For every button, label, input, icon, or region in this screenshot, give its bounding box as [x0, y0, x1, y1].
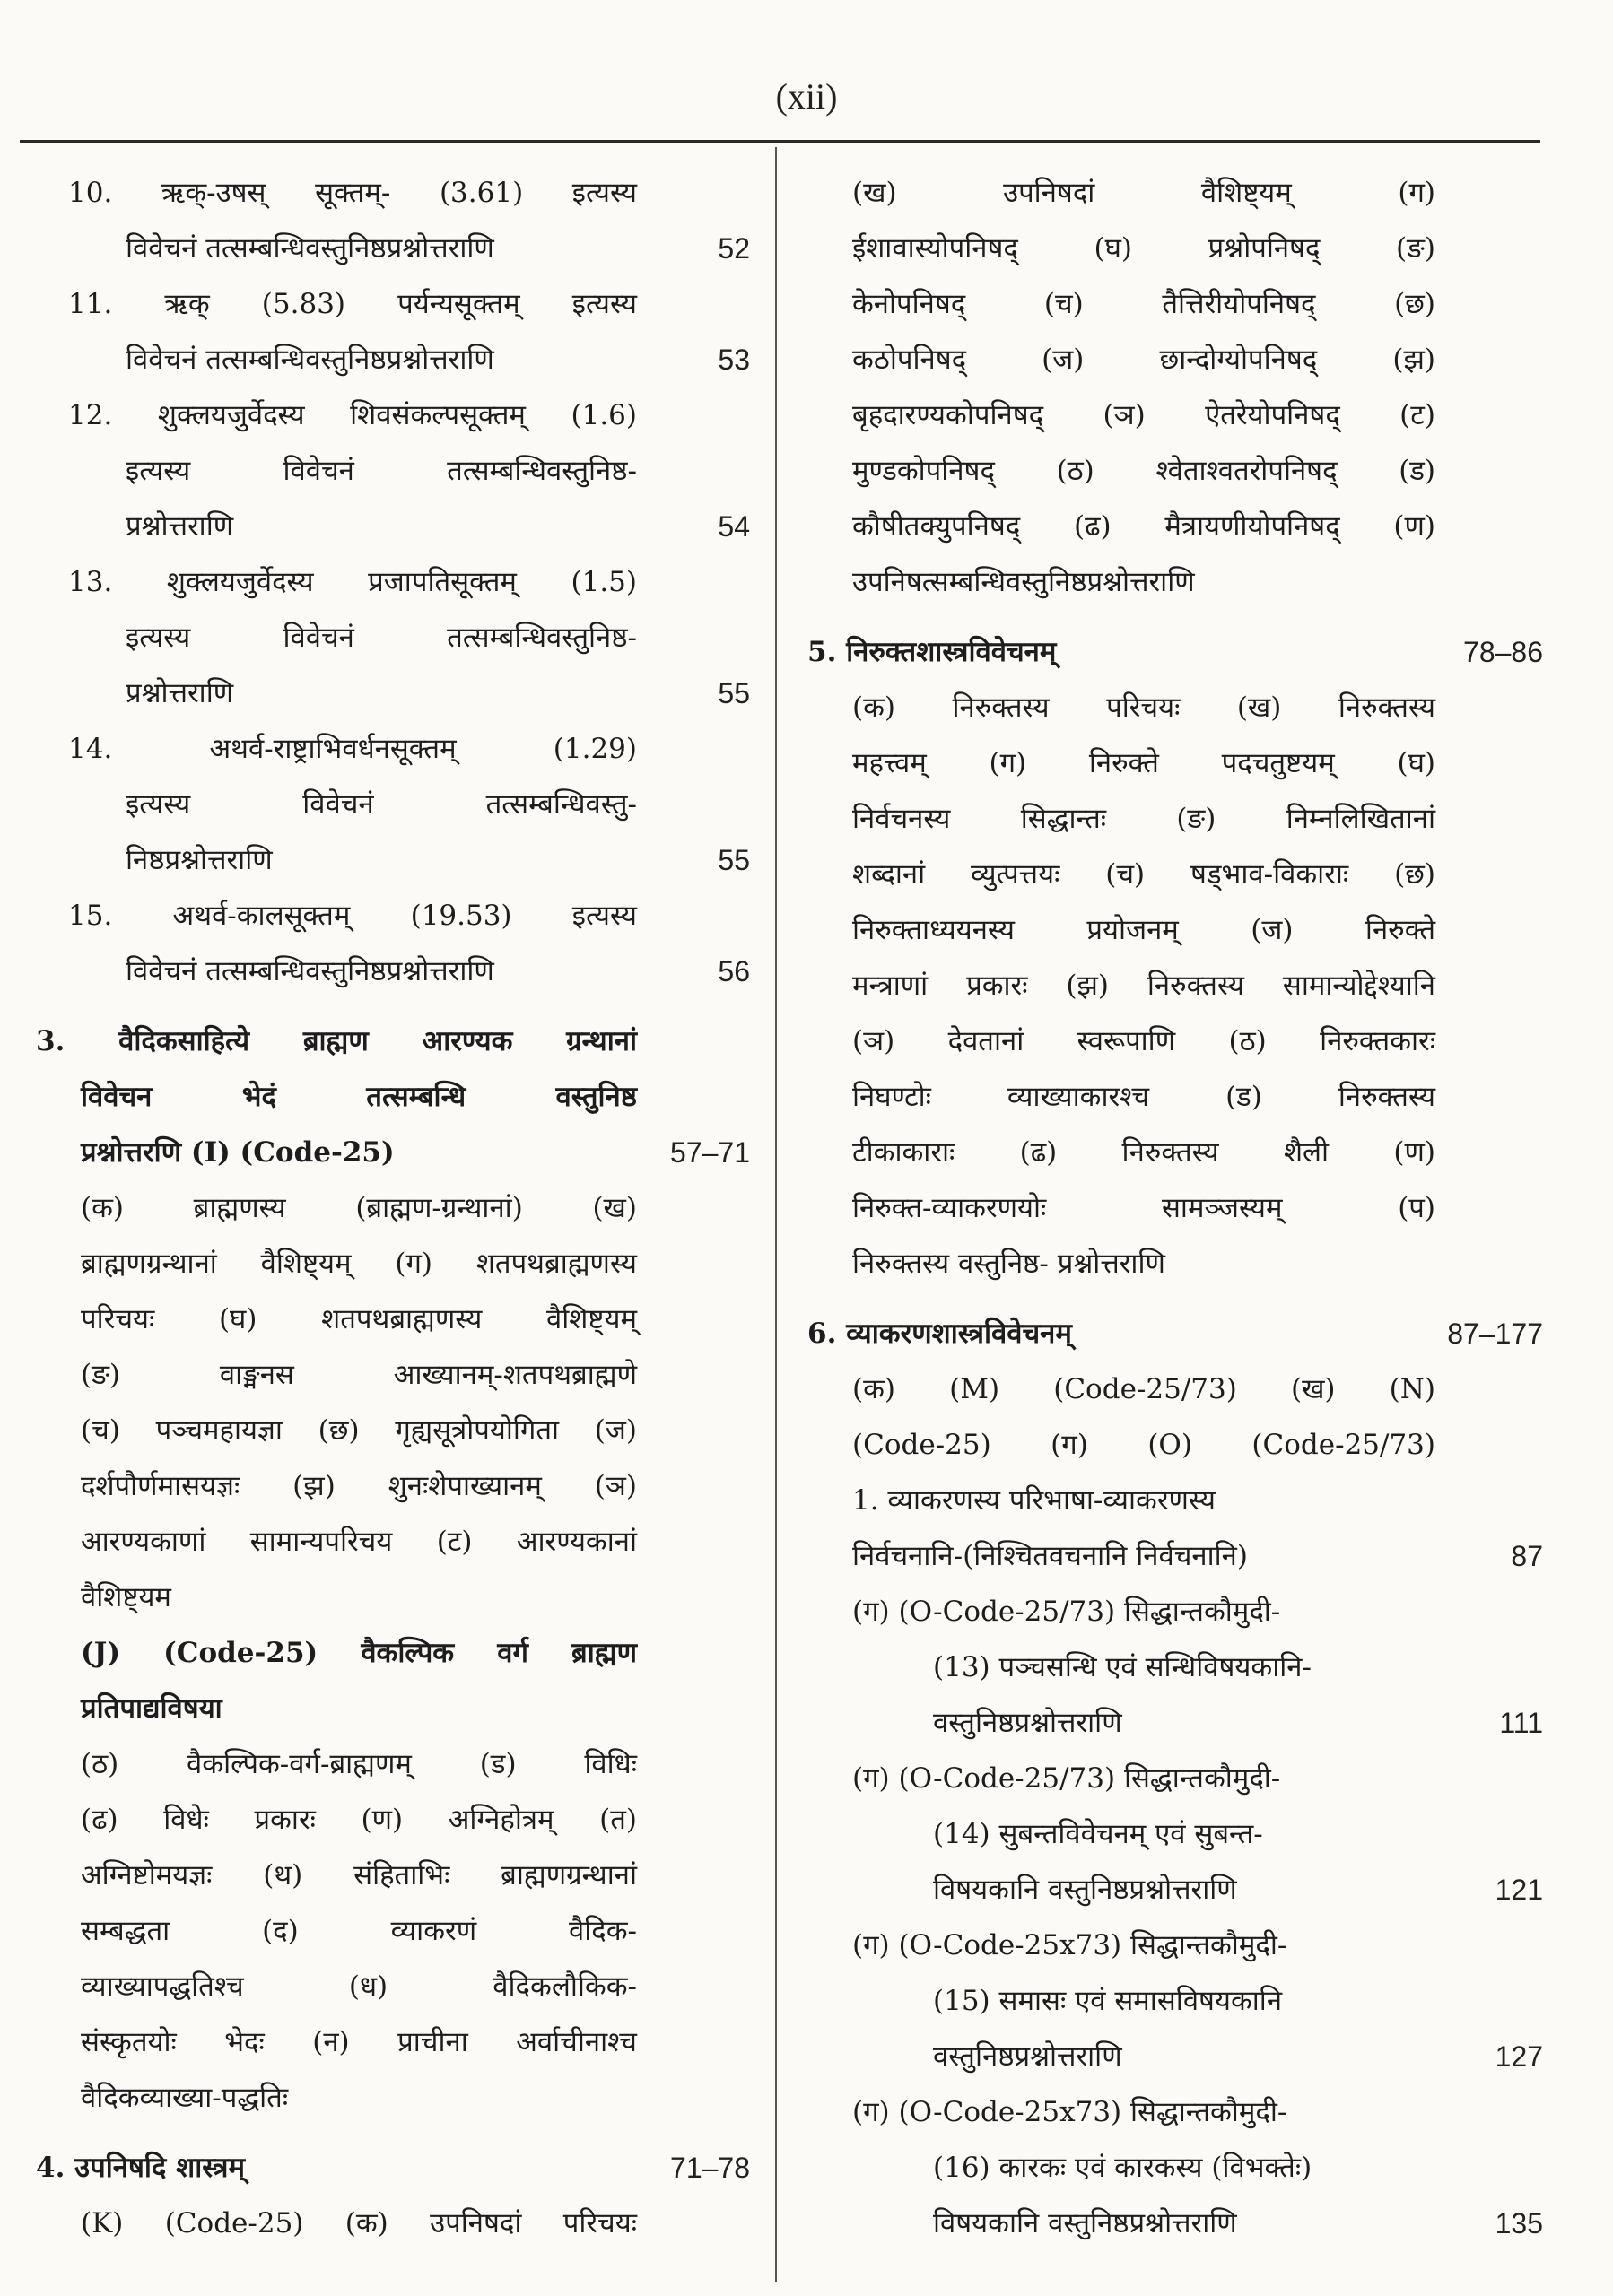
toc-page-number: 55	[718, 677, 750, 709]
toc-entry-text: इत्यस्य विवेचनं तत्सम्बन्धिवस्तुनिष्ठ-	[126, 455, 637, 487]
toc-entry-text: 4. उपनिषदि शास्त्रम्	[36, 2152, 246, 2184]
toc-line	[807, 387, 1543, 443]
toc-entry-text: आरण्यकाणां सामान्यपरिचय (ट) आरण्यकानां	[81, 1526, 637, 1558]
toc-entry-text: इत्यस्य विवेचनं तत्सम्बन्धिवस्तुनिष्ठ-	[126, 622, 637, 654]
toc-entry-text: (ख) उपनिषदां वैशिष्ट्यम् (ग)	[852, 177, 1435, 209]
toc-entry-text: दर्शपौर्णमासयज्ञः (झ) शुनःशेपाख्यानम् (ञ)	[81, 1470, 637, 1502]
toc-line	[807, 2029, 1543, 2084]
toc-line	[36, 1458, 745, 1514]
toc-entry-text: निरुक्तस्य वस्तुनिष्ठ- प्रश्नोत्तराणि	[852, 1248, 1165, 1280]
toc-entry-text: (ग) (O-Code-25x73) सिद्धान्तकौमुदी-	[852, 2096, 1287, 2128]
toc-entry-text: मन्त्राणां प्रकारः (झ) निरुक्तस्य सामान्योद्देश्यानि	[852, 970, 1435, 1002]
toc-entry-text: (14) सुबन्तविवेचनम् एवं सुबन्त-	[933, 1818, 1263, 1850]
toc-entry-text: मुण्डकोपनिषद् (ठ) श्वेताश्वतरोपनिषद् (ड)	[852, 455, 1435, 487]
toc-entry-text: विवेचनं तत्सम्बन्धिवस्तुनिष्ठप्रश्नोत्तराणि	[126, 232, 494, 265]
toc-entry-text: केनोपनिषद् (च) तैत्तिरीयोपनिषद् (छ)	[852, 288, 1435, 320]
toc-entry-text: निष्ठप्रश्नोत्तराणि	[126, 844, 273, 876]
toc-entry-text: 13. शुक्लयजुर्वेदस्य प्रजापतिसूक्तम् (1.5)	[68, 566, 637, 598]
toc-line	[36, 1125, 750, 1180]
toc-line	[36, 1403, 745, 1458]
toc-line	[36, 1625, 745, 1681]
toc-page-number: 57–71	[670, 1136, 750, 1169]
toc-line	[36, 2196, 745, 2251]
toc-line	[36, 1903, 745, 1959]
toc-entry-text: निरुक्ताध्ययनस्य प्रयोजनम् (ज) निरुक्ते	[852, 914, 1435, 946]
toc-line	[36, 1236, 745, 1292]
page-number: (xii)	[775, 76, 838, 117]
toc-entry-text: (ग) (O-Code-25/73) सिद्धान्तकौमुदी-	[852, 1596, 1281, 1628]
toc-line	[36, 721, 745, 777]
toc-line	[807, 902, 1543, 958]
toc-line	[807, 554, 1543, 610]
toc-line	[807, 1361, 1543, 1417]
toc-entry-text: प्रश्नोत्तराणि	[126, 510, 234, 543]
toc-line	[36, 888, 745, 944]
toc-line	[36, 276, 745, 332]
toc-entry-text: विषयकानि वस्तुनिष्ठप्रश्नोत्तराणि	[933, 2207, 1237, 2239]
toc-line	[807, 2084, 1543, 2140]
toc-line	[36, 499, 750, 554]
toc-line	[36, 2070, 745, 2126]
toc-page-number: 135	[1495, 2207, 1543, 2239]
toc-line	[807, 1584, 1543, 1639]
toc-entry-text: (13) पञ्चसन्धि एवं सन्धिविषयकानि-	[933, 1651, 1312, 1683]
toc-entry-text: 1. व्याकरणस्य परिभाषा-व्याकरणस्य	[852, 1484, 1216, 1517]
toc-entry-text: प्रतिपाद्यविषया	[81, 1692, 222, 1725]
toc-line	[807, 735, 1543, 791]
toc-entry-text: विवेचन भेदं तत्सम्बन्धि वस्तुनिष्ठ	[81, 1081, 637, 1113]
toc-line	[36, 1069, 745, 1125]
toc-page-number: 71–78	[670, 2152, 750, 2184]
section-gap	[807, 1292, 1543, 1306]
toc-line	[36, 777, 745, 832]
toc-entry-text: वस्तुनिष्ठप्रश्नोत्तराणि	[933, 2040, 1122, 2073]
toc-entry-text: (16) कारकः एवं कारकस्य (विभक्तेः)	[933, 2152, 1312, 2184]
toc-entry-text: टीकाकाराः (ढ) निरुक्तस्य शैली (ण)	[852, 1136, 1435, 1169]
toc-line	[807, 1751, 1543, 1806]
toc-line	[807, 332, 1543, 387]
toc-line	[36, 1792, 745, 1848]
toc-entry-text: महत्त्वम् (ग) निरुक्ते पदचतुष्टयम् (घ)	[852, 747, 1435, 779]
toc-line	[36, 944, 750, 999]
toc-page-number: 121	[1495, 1874, 1543, 1906]
toc-line	[807, 1862, 1543, 1918]
toc-line	[807, 1695, 1543, 1751]
toc-entry-text: प्रश्नोत्तराणि	[126, 677, 234, 709]
toc-entry-text: कठोपनिषद् (ज) छान्दोग्योपनिषद् (झ)	[852, 344, 1435, 376]
toc-entry-text: (ग) (O-Code-25/73) सिद्धान्तकौमुदी-	[852, 1762, 1281, 1795]
toc-line	[36, 1514, 745, 1570]
toc-page-number: 54	[718, 510, 750, 543]
toc-entry-text: (J) (Code-25) वैकल्पिक वर्ग ब्राह्मण	[81, 1637, 637, 1669]
toc-entry-text: निरुक्त-व्याकरणयोः सामञ्जस्यम् (प)	[852, 1192, 1435, 1224]
toc-entry-text: 3. वैदिकसाहित्ये ब्राह्मण आरण्यक ग्रन्थानां	[36, 1025, 637, 1057]
toc-line	[36, 2140, 750, 2196]
toc-entry-text: संस्कृतयोः भेदः (न) प्राचीना अर्वाचीनाश्च	[81, 2026, 637, 2058]
toc-entry-text: शब्दानां व्युत्पत्तयः (च) षड्भाव-विकाराः (छ)	[852, 858, 1435, 891]
toc-page-number: 111	[1499, 1707, 1543, 1739]
toc-line	[807, 221, 1543, 276]
toc-line	[36, 332, 750, 387]
toc-line	[36, 2014, 745, 2070]
toc-line	[807, 1180, 1543, 1236]
toc-entry-text: सम्बद्धता (द) व्याकरणं वैदिक-	[81, 1915, 637, 1947]
toc-entry-text: 14. अथर्व-राष्ट्राभिवर्धनसूक्तम् (1.29)	[68, 733, 637, 765]
toc-line	[807, 1639, 1543, 1695]
toc-line	[807, 1125, 1543, 1180]
toc-entry-text: अग्निष्टोमयज्ञः (थ) संहिताभिः ब्राह्मणग्रन्थानां	[81, 1859, 637, 1892]
toc-entry-text: (ङ) वाङ्मनस आख्यानम्-शतपथब्राह्मणे	[81, 1359, 637, 1391]
toc-entry-text: (ञ) देवतानां स्वरूपाणि (ठ) निरुक्तकारः	[852, 1025, 1435, 1057]
toc-entry-text: 6. व्याकरणशास्त्रविवेचनम्	[807, 1318, 1072, 1350]
toc-entry-text: बृहदारण्यकोपनिषद् (ञ) ऐतरेयोपनिषद् (ट)	[852, 399, 1435, 431]
section-gap	[36, 2126, 745, 2140]
toc-entry-text: (ढ) विधेः प्रकारः (ण) अग्निहोत्रम् (त)	[81, 1804, 637, 1836]
toc-page-number: 56	[718, 955, 750, 987]
toc-entry-text: निर्वचनानि-(निश्चितवचनानि निर्वचनानि)	[852, 1540, 1248, 1572]
toc-entry-text: (ग) (O-Code-25x73) सिद्धान्तकौमुदी-	[852, 1929, 1287, 1961]
toc-line	[36, 165, 745, 221]
toc-entry-text: वैदिकव्याख्या-पद्धतिः	[81, 2082, 289, 2114]
toc-entry-text: वैशिष्ट्यम	[81, 1581, 171, 1613]
toc-entry-text: 10. ऋक्-उषस् सूक्तम्- (3.61) इत्यस्य	[68, 177, 637, 209]
toc-entry-text: प्रश्नोत्तरणि (I) (Code-25)	[81, 1136, 395, 1169]
toc-line	[36, 610, 745, 665]
section-gap	[36, 999, 745, 1013]
toc-entry-text: (क) निरुक्तस्य परिचयः (ख) निरुक्तस्य	[852, 691, 1435, 724]
toc-line	[36, 1292, 745, 1347]
toc-line	[36, 1013, 745, 1069]
toc-line	[36, 1347, 745, 1403]
toc-line	[36, 443, 745, 499]
toc-line	[807, 1806, 1543, 1862]
toc-line	[807, 443, 1543, 499]
toc-line	[807, 276, 1543, 332]
column-divider	[775, 147, 777, 2282]
toc-entry-text: कौषीतक्युपनिषद् (ढ) मैत्रायणीयोपनिषद् (ण)	[852, 510, 1435, 543]
toc-entry-text: विषयकानि वस्तुनिष्ठप्रश्नोत्तराणि	[933, 1874, 1237, 1906]
toc-entry-text: विवेचनं तत्सम्बन्धिवस्तुनिष्ठप्रश्नोत्तराणि	[126, 344, 494, 376]
toc-entry-text: (क) (M) (Code-25/73) (ख) (N)	[852, 1373, 1435, 1405]
toc-entry-text: 5. निरुक्तशास्त्रविवेचनम्	[807, 636, 1057, 668]
toc-entry-text: उपनिषत्सम्बन्धिवस्तुनिष्ठप्रश्नोत्तराणि	[852, 566, 1195, 598]
toc-line	[36, 832, 750, 888]
toc-page-number: 127	[1495, 2040, 1543, 2073]
toc-line	[807, 958, 1543, 1013]
toc-entry-text: वस्तुनिष्ठप्रश्नोत्तराणि	[933, 1707, 1122, 1739]
toc-page-number: 78–86	[1463, 636, 1543, 668]
section-gap	[807, 610, 1543, 624]
toc-entry-text: ब्राह्मणग्रन्थानां वैशिष्ट्यम् (ग) शतपथब्राह्मणस्य	[81, 1248, 637, 1280]
toc-line	[807, 624, 1543, 680]
toc-line	[807, 1973, 1543, 2029]
toc-line	[807, 2196, 1543, 2251]
toc-line	[36, 1681, 745, 1736]
toc-entry-text: ईशावास्योपनिषद् (घ) प्रश्नोपनिषद् (ङ)	[852, 232, 1435, 265]
toc-line	[807, 1013, 1543, 1069]
toc-page-number: 53	[718, 344, 750, 376]
toc-entry-text: (ठ) वैकल्पिक-वर्ग-ब्राह्मणम् (ड) विधिः	[81, 1748, 637, 1780]
toc-line	[807, 499, 1543, 554]
toc-line	[807, 1528, 1543, 1584]
toc-entry-text: (15) समासः एवं समासविषयकानि	[933, 1985, 1283, 2017]
left-column	[36, 165, 750, 2251]
toc-line	[807, 1236, 1543, 1292]
toc-entry-text: 12. शुक्लयजुर्वेदस्य शिवसंकल्पसूक्तम् (1.6)	[68, 399, 637, 431]
toc-entry-text: 15. अथर्व-कालसूक्तम् (19.53) इत्यस्य	[68, 900, 637, 932]
toc-line	[807, 1473, 1543, 1528]
toc-entry-text: व्याख्यापद्धतिश्च (ध) वैदिकलौकिक-	[81, 1970, 637, 2003]
toc-line	[36, 1570, 745, 1625]
toc-line	[807, 847, 1543, 902]
toc-line	[36, 554, 745, 610]
toc-page-number: 87	[1511, 1540, 1543, 1572]
toc-page-number: 55	[718, 844, 750, 876]
toc-entry-text: (क) ब्राह्मणस्य (ब्राह्मण-ग्रन्थानां) (ख)	[81, 1192, 637, 1224]
toc-line	[807, 1306, 1543, 1361]
toc-entry-text: परिचयः (घ) शतपथब्राह्मणस्य वैशिष्ट्यम्	[81, 1303, 637, 1335]
toc-line	[36, 1848, 745, 1903]
toc-line	[36, 221, 750, 276]
toc-page-number: 87–177	[1447, 1318, 1543, 1350]
toc-entry-text: विवेचनं तत्सम्बन्धिवस्तुनिष्ठप्रश्नोत्तराणि	[126, 955, 494, 987]
toc-line	[36, 1180, 745, 1236]
toc-line	[807, 1069, 1543, 1125]
toc-entry-text: 11. ऋक् (5.83) पर्यन्यसूक्तम् इत्यस्य	[68, 288, 637, 320]
header-rule	[20, 140, 1540, 143]
toc-entry-text: निघण्टोः व्याख्याकारश्च (ड) निरुक्तस्य	[852, 1081, 1435, 1113]
toc-line	[807, 1918, 1543, 1973]
toc-line	[807, 165, 1543, 221]
toc-page-number: 52	[718, 232, 750, 265]
toc-line	[36, 387, 745, 443]
toc-line	[807, 1417, 1543, 1473]
toc-line	[807, 791, 1543, 847]
toc-entry-text: निर्वचनस्य सिद्धान्तः (ङ) निम्नलिखितानां	[852, 803, 1435, 835]
toc-entry-text: (K) (Code-25) (क) उपनिषदां परिचयः	[81, 2207, 637, 2239]
toc-entry-text: (च) पञ्चमहायज्ञा (छ) गृह्यसूत्रोपयोगिता (ज)	[81, 1414, 637, 1447]
right-column	[807, 165, 1543, 2251]
toc-line	[807, 680, 1543, 735]
toc-line	[36, 1736, 745, 1792]
toc-entry-text: इत्यस्य विवेचनं तत्सम्बन्धिवस्तु-	[126, 788, 637, 821]
toc-entry-text: (Code-25) (ग) (O) (Code-25/73)	[852, 1429, 1435, 1461]
toc-line	[36, 665, 750, 721]
toc-line	[36, 1959, 745, 2014]
toc-line	[807, 2140, 1543, 2196]
